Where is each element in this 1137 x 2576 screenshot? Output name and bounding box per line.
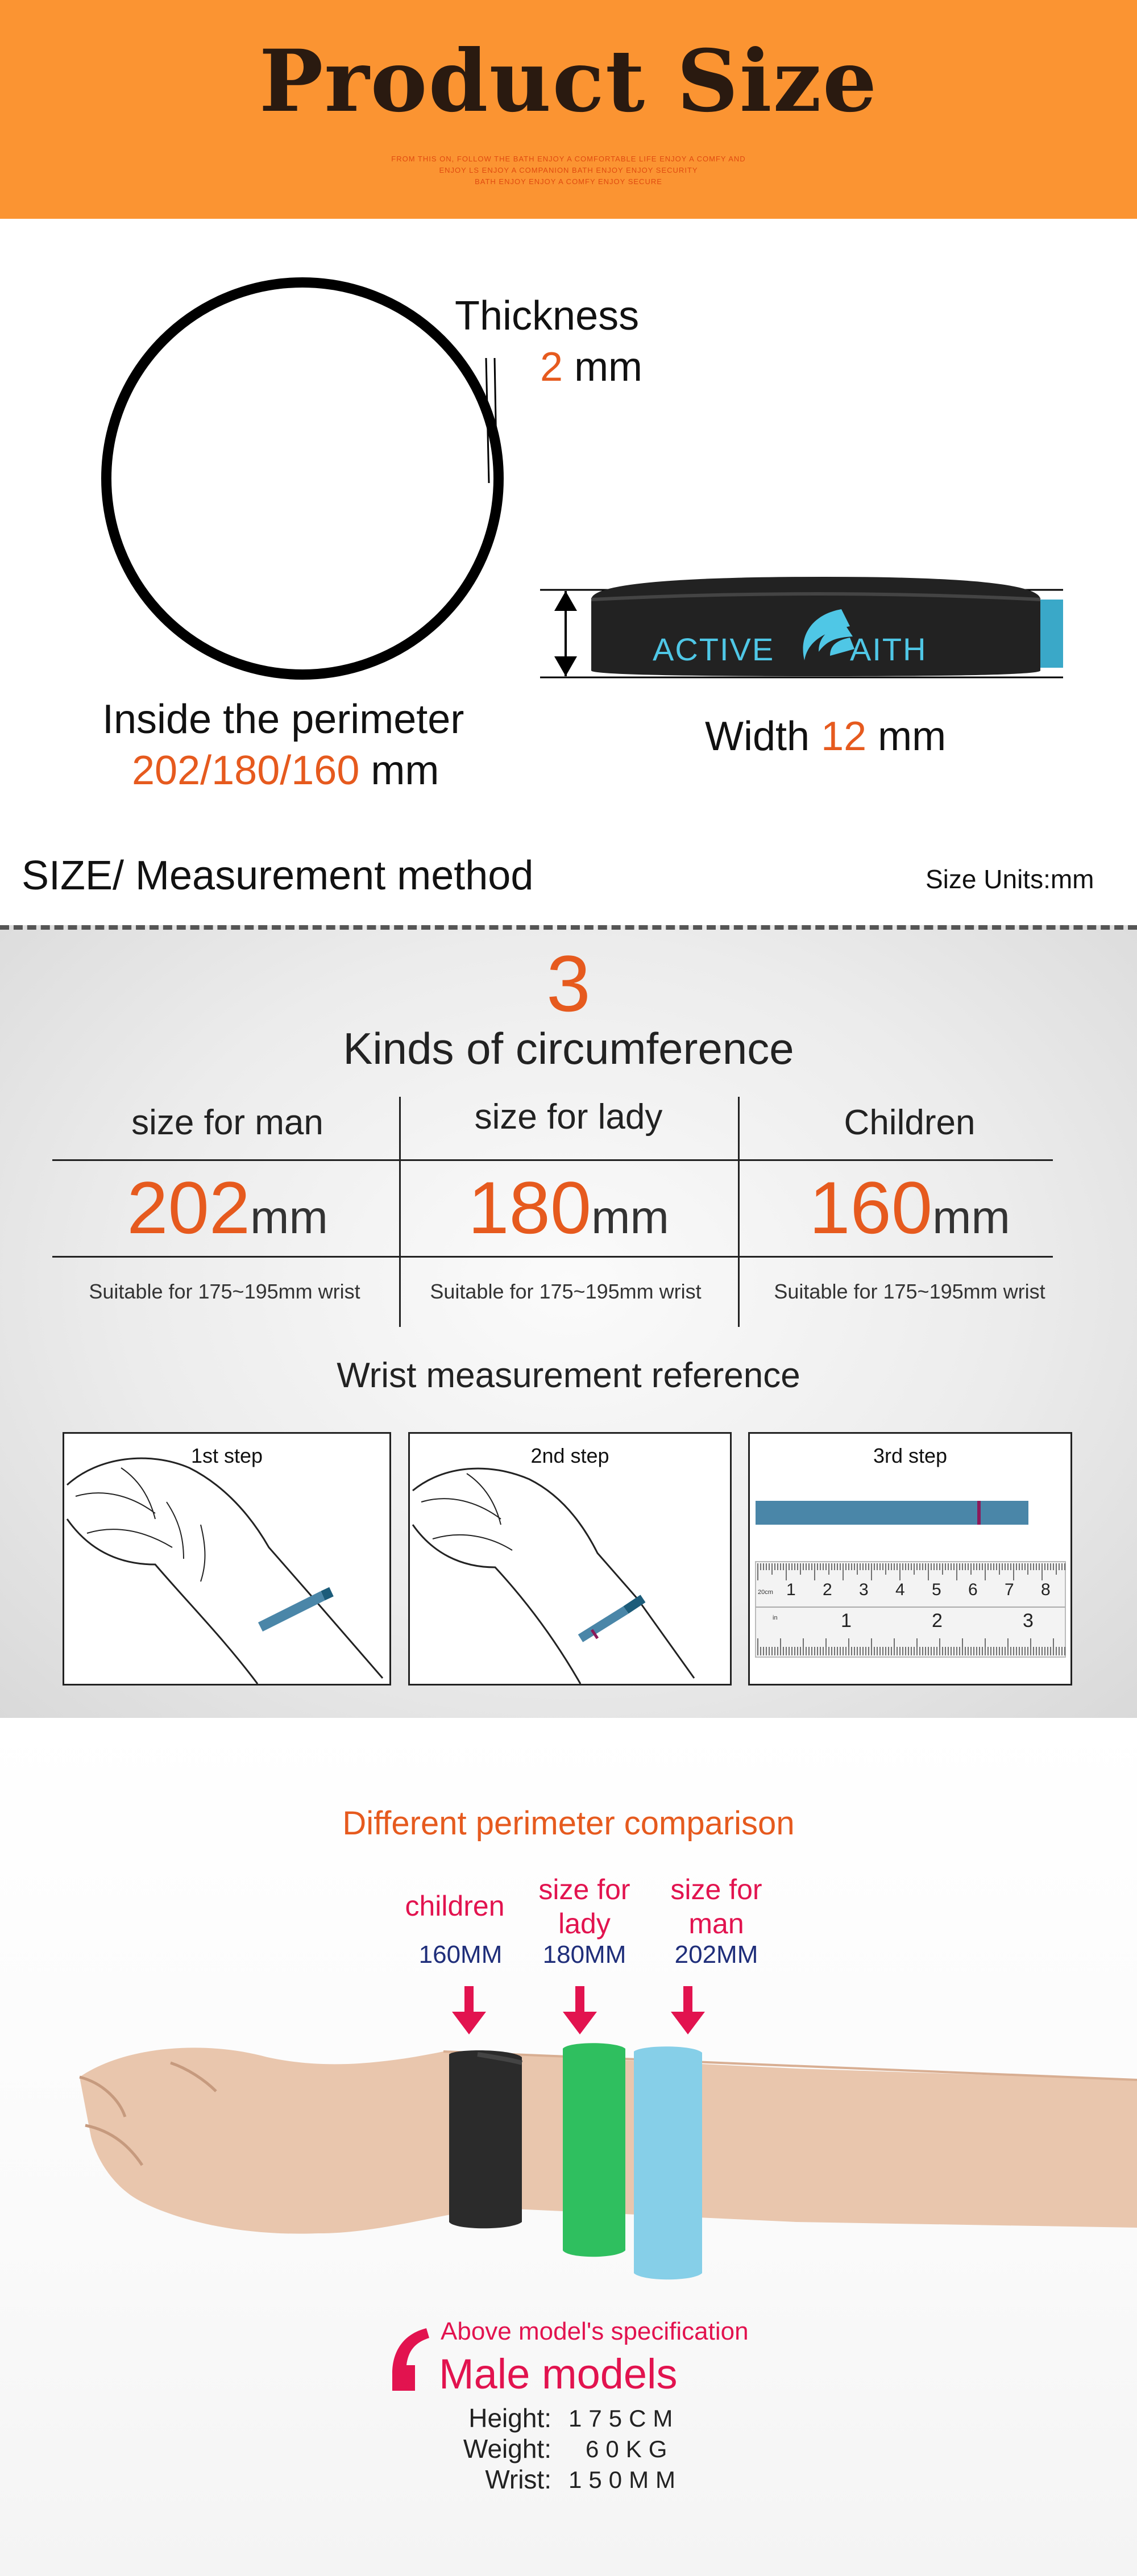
band-size-lady: 180MM [542,1941,626,1969]
model-subtitle: Above model's specification [441,2317,749,2345]
arrow-down-icon [452,1986,486,2034]
column-foot-man: Suitable for 175~195mm wrist [89,1280,360,1303]
quote-mark-icon [387,2325,432,2394]
page-title: Product Size [259,31,878,131]
hand-measure-icon [64,1434,389,1684]
spec-label-weight: Weight: [463,2434,551,2463]
ruler-in-unit: in [773,1614,778,1621]
thickness-value: 2 [540,344,563,390]
arrow-down-icon [671,1986,705,2034]
step-2-label: 2nd step [530,1444,609,1467]
kinds-label: Kinds of circumference [343,1023,794,1073]
wing-logo-icon [787,604,856,666]
ruler-cm-number: 4 [895,1580,905,1599]
ruler-inch-number: 3 [1023,1610,1034,1632]
width-label: Width [705,714,810,759]
ruler-cm-number: 1 [786,1580,796,1599]
hand-measure-icon [410,1434,730,1684]
ruler-inch-number: 1 [841,1610,852,1632]
kinds-count: 3 [546,939,591,1028]
table-rule-middle [52,1256,1053,1258]
column-head-man: size for man [131,1103,323,1142]
section-divider [0,925,1137,930]
band-text-active: ACTIVE [653,631,775,667]
step-1-label: 1st step [190,1444,263,1467]
step-2-panel [408,1432,732,1686]
thickness-spec [540,344,642,390]
column-value-children [742,1165,1077,1250]
step-3-panel [748,1432,1072,1686]
header-fine-print-1: FROM THIS ON, FOLLOW THE BATH ENJOY A COMFORTABLE LIFE ENJOY A COMFY AND [391,155,746,163]
perimeter-unit: mm [371,748,439,793]
column-value-man [60,1165,395,1250]
width-value: 12 [821,714,867,759]
spec-label-height: Height: [468,2403,551,2433]
ruler-cm-number: 3 [859,1580,869,1599]
band-label-lady: size for lady [538,1874,630,1940]
band-size-man: 202MM [674,1941,758,1969]
column-foot-children: Suitable for 175~195mm wrist [774,1280,1045,1303]
ruler-cm-numbers [750,1580,1070,1603]
thickness-unit: mm [574,344,643,390]
band-text-aith: AITH [850,631,927,667]
size-units-label: Size Units:mm [926,864,1094,894]
ruler-cm-number: 2 [823,1580,832,1599]
column-head-lady: size for lady [474,1097,663,1137]
header-fine-print-3: BATH ENJOY ENJOY A COMFY ENJOY SECURE [475,177,662,186]
thickness-label: Thickness [455,293,640,339]
reference-title: Wrist measurement reference [337,1356,800,1395]
spec-label-wrist: Wrist: [485,2465,551,2494]
arm-with-bands-photo [0,1978,1137,2296]
value-unit: mm [591,1192,669,1243]
spec-value-wrist: 150MM [568,2466,683,2493]
width-unit: mm [878,714,947,759]
ruler-cm-unit: 20cm [758,1589,773,1596]
ruler-cm-number: 6 [968,1580,978,1599]
ruler-cm-number: 7 [1005,1580,1014,1599]
band-label-children: children [405,1890,505,1922]
ruler-measure-graphic [750,1434,1070,1684]
width-spec [705,713,946,760]
column-head-children: Children [844,1103,976,1142]
value-unit: mm [932,1192,1010,1243]
value-number: 180 [468,1166,592,1249]
ruler-inch-number: 2 [932,1610,943,1632]
perimeter-spec [132,747,439,794]
spec-value-weight: 60KG [586,2436,674,2462]
perimeter-value: 202/180/160 [132,748,360,793]
ruler-inch-numbers [750,1610,1070,1633]
ruler-cm-number: 8 [1041,1580,1051,1599]
measurement-title: SIZE/ Measurement method [22,853,534,898]
table-divider-2 [738,1097,740,1327]
model-title: Male models [439,2350,678,2398]
arrow-down-icon [563,1986,597,2034]
ruler-cm-number: 5 [932,1580,941,1599]
band-size-children: 160MM [418,1941,503,1969]
table-rule-top [52,1159,1053,1161]
header-fine-print-2: ENJOY LS ENJOY A COMPANION BATH ENJOY ENJOY SECURITY [439,166,698,174]
perimeter-label: Inside the perimeter [102,697,464,742]
column-foot-lady: Suitable for 175~195mm wrist [430,1280,702,1303]
band-label-man: size for man [670,1874,762,1940]
comparison-title: Different perimeter comparison [342,1805,795,1842]
spec-value-height: 175CM [568,2405,680,2432]
value-number: 160 [809,1166,933,1249]
column-value-lady [401,1165,736,1250]
step-3-label: 3rd step [873,1444,948,1467]
value-number: 202 [127,1166,251,1249]
step-1-panel [63,1432,391,1686]
value-unit: mm [250,1192,328,1243]
